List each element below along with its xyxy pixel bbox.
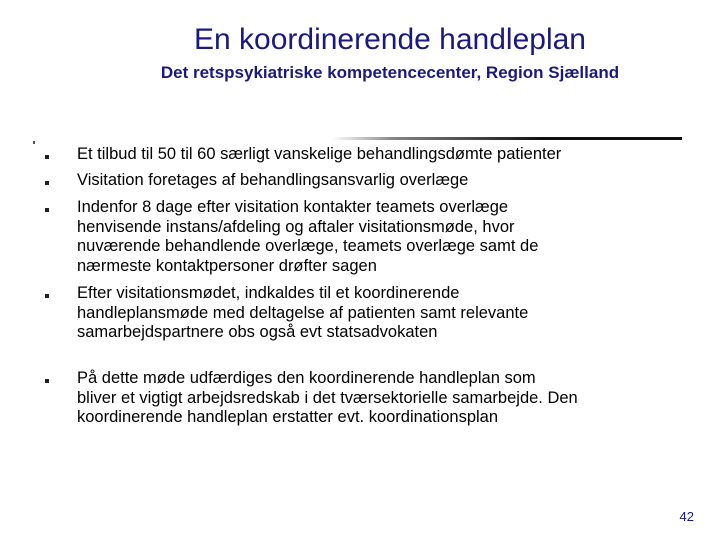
slide-title: En koordinerende handleplan xyxy=(194,23,586,56)
bullet-text: Efter visitationsmødet, indkaldes til et koordinerende handleplansmøde med deltagelse af patienten samt relevante samarbejdspartnere obs også evt statsadvokaten xyxy=(77,284,529,341)
bullet-icon xyxy=(45,181,49,185)
bullet-text: Indenfor 8 dage efter visitation kontakter teamets overlæge henvisende instans/afdeling og aftaler visitationsmøde, hvor nuværende behandlende overlæge, teamets overlæge samt de nærmeste kontaktpersoner drøfter sagen xyxy=(77,198,539,275)
bullet-text: På dette møde udfærdiges den koordinerende handleplan som bliver et vigtigt arbejdsredskab i det tværsektorielle samarbejde. Den koordinerende handleplan erstatter evt. koordinationsplan xyxy=(77,369,578,426)
bullet-icon xyxy=(45,294,49,298)
slide-subtitle: Det retspsykiatriske kompetencecenter, Region Sjælland xyxy=(160,63,620,82)
page-number: 42 xyxy=(679,509,694,524)
bullet-icon xyxy=(45,155,49,159)
bullet-icon xyxy=(45,208,49,212)
bullet-icon xyxy=(45,379,49,383)
bullet-text: Et tilbud til 50 til 60 særligt vanskelige behandlingsdømte patienter xyxy=(77,145,562,163)
bullet-text: Visitation foretages af behandlingsansvarlig overlæge xyxy=(77,171,469,189)
